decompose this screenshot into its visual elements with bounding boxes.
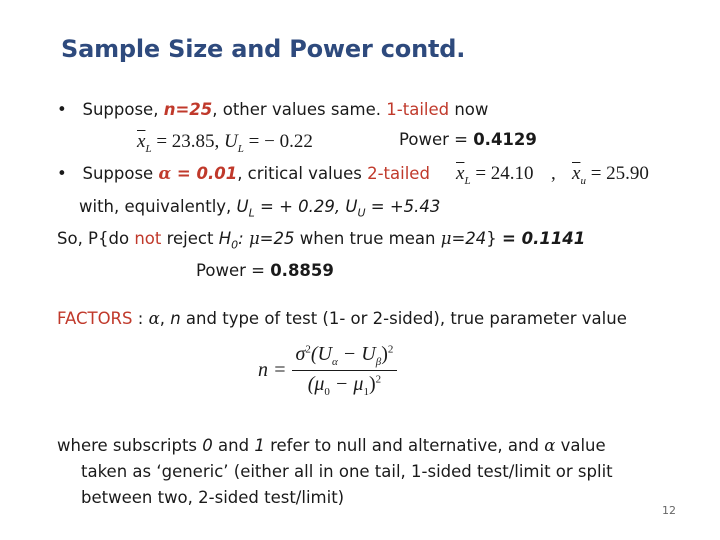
text: when true mean bbox=[294, 229, 441, 248]
power-label: Power = bbox=[399, 130, 474, 149]
power-line-1 bbox=[399, 130, 537, 149]
bullet-line-2 bbox=[57, 164, 430, 183]
comma: , bbox=[551, 163, 556, 184]
text: , bbox=[159, 309, 171, 328]
subscript-0-label: 0 bbox=[202, 436, 213, 455]
probability-value: = 0.1141 bbox=[502, 229, 586, 248]
alpha-symbol: α bbox=[148, 309, 160, 328]
formula-lhs: n = bbox=[258, 359, 292, 381]
mu-value: =25 bbox=[259, 229, 295, 248]
n-value: n=25 bbox=[163, 100, 213, 119]
n-symbol: n bbox=[170, 309, 181, 328]
u-symbol: U bbox=[236, 197, 249, 216]
factors-label: FACTORS bbox=[57, 309, 133, 328]
tailed-label: 2-tailed bbox=[367, 164, 430, 183]
eq-text: = 24.10 bbox=[470, 163, 534, 184]
text: reject bbox=[161, 229, 219, 248]
text: with, equivalently, bbox=[79, 197, 237, 216]
mu-symbol: μ bbox=[248, 229, 260, 248]
alpha-symbol: α bbox=[158, 164, 172, 183]
text: , critical values bbox=[237, 164, 368, 183]
bullet-icon: • bbox=[57, 100, 67, 119]
text: So, P{do bbox=[57, 229, 135, 248]
factors-line bbox=[57, 309, 627, 328]
bullet-icon: • bbox=[57, 164, 67, 183]
power-value: 0.8859 bbox=[270, 261, 334, 280]
u-symbol: U bbox=[345, 197, 358, 216]
h-symbol: H bbox=[218, 229, 232, 248]
text: } bbox=[486, 229, 503, 248]
subscript-1-label: 1 bbox=[254, 436, 265, 455]
mu-symbol: μ bbox=[440, 229, 452, 248]
text: Suppose bbox=[82, 164, 159, 183]
subscript-l: L bbox=[248, 206, 255, 220]
note-line-3: between two, 2-sided test/limit) bbox=[81, 488, 345, 507]
eq-text: = 25.90 bbox=[585, 163, 649, 184]
colon: : bbox=[238, 229, 249, 248]
note-line-1: where subscripts 0 and 1 refer to null and alternative, and α value bbox=[57, 436, 606, 455]
not-word: not bbox=[134, 229, 162, 248]
formula-denominator: $(\mu_0 - \mu_1)^2$ bbox=[307, 373, 382, 398]
subscript-0: 0 bbox=[231, 238, 239, 252]
equation-xl bbox=[456, 163, 534, 187]
formula-numerator: $\sigma^2(U_\alpha - U_\beta)^2$ bbox=[292, 343, 398, 371]
formula-fraction bbox=[292, 343, 398, 398]
alpha-symbol: α bbox=[544, 436, 556, 455]
power-label: Power = bbox=[196, 261, 271, 280]
u-symbol: U bbox=[224, 131, 238, 152]
page-number: 12 bbox=[662, 504, 676, 517]
ul-value: = + 0.29, bbox=[254, 197, 346, 216]
eq-text: = 23.85, bbox=[151, 131, 225, 152]
eq-text: = − 0.22 bbox=[243, 131, 313, 152]
text: now bbox=[449, 100, 489, 119]
bullet-line-1 bbox=[57, 100, 488, 119]
subscript-l: L bbox=[145, 142, 152, 155]
probability-line bbox=[57, 229, 585, 251]
subscript-l: L bbox=[464, 174, 471, 187]
xbar-symbol: $\overline{x}$ bbox=[572, 163, 581, 184]
equation-xu bbox=[572, 163, 649, 187]
mu-value: =24 bbox=[451, 229, 487, 248]
note-line-2: taken as ‘generic’ (either all in one tail, 1-sided test/limit or split bbox=[81, 462, 613, 481]
slide-title: Sample Size and Power contd. bbox=[61, 35, 466, 63]
equation-xl-ul bbox=[137, 131, 313, 155]
power-line-2 bbox=[196, 261, 334, 280]
text: and type of test (1- or 2-sided), true parameter value bbox=[180, 309, 627, 328]
sample-size-formula bbox=[258, 343, 397, 398]
text: , other values same. bbox=[212, 100, 387, 119]
subscript-u: U bbox=[357, 206, 366, 220]
alpha-value: = 0.01 bbox=[171, 164, 238, 183]
text: : bbox=[132, 309, 149, 328]
sigma-symbol: σ bbox=[295, 343, 306, 365]
subscript-l: L bbox=[237, 142, 244, 155]
subscript-u: u bbox=[580, 174, 586, 187]
xbar-symbol: $\overline{x}$ bbox=[456, 163, 465, 184]
equivalent-line bbox=[79, 197, 440, 219]
power-value: 0.4129 bbox=[473, 130, 537, 149]
uu-value: = +5.43 bbox=[365, 197, 441, 216]
text: Suppose, bbox=[82, 100, 164, 119]
xbar-symbol: $\overline{x}$ bbox=[137, 131, 146, 152]
tailed-label: 1-tailed bbox=[386, 100, 450, 119]
